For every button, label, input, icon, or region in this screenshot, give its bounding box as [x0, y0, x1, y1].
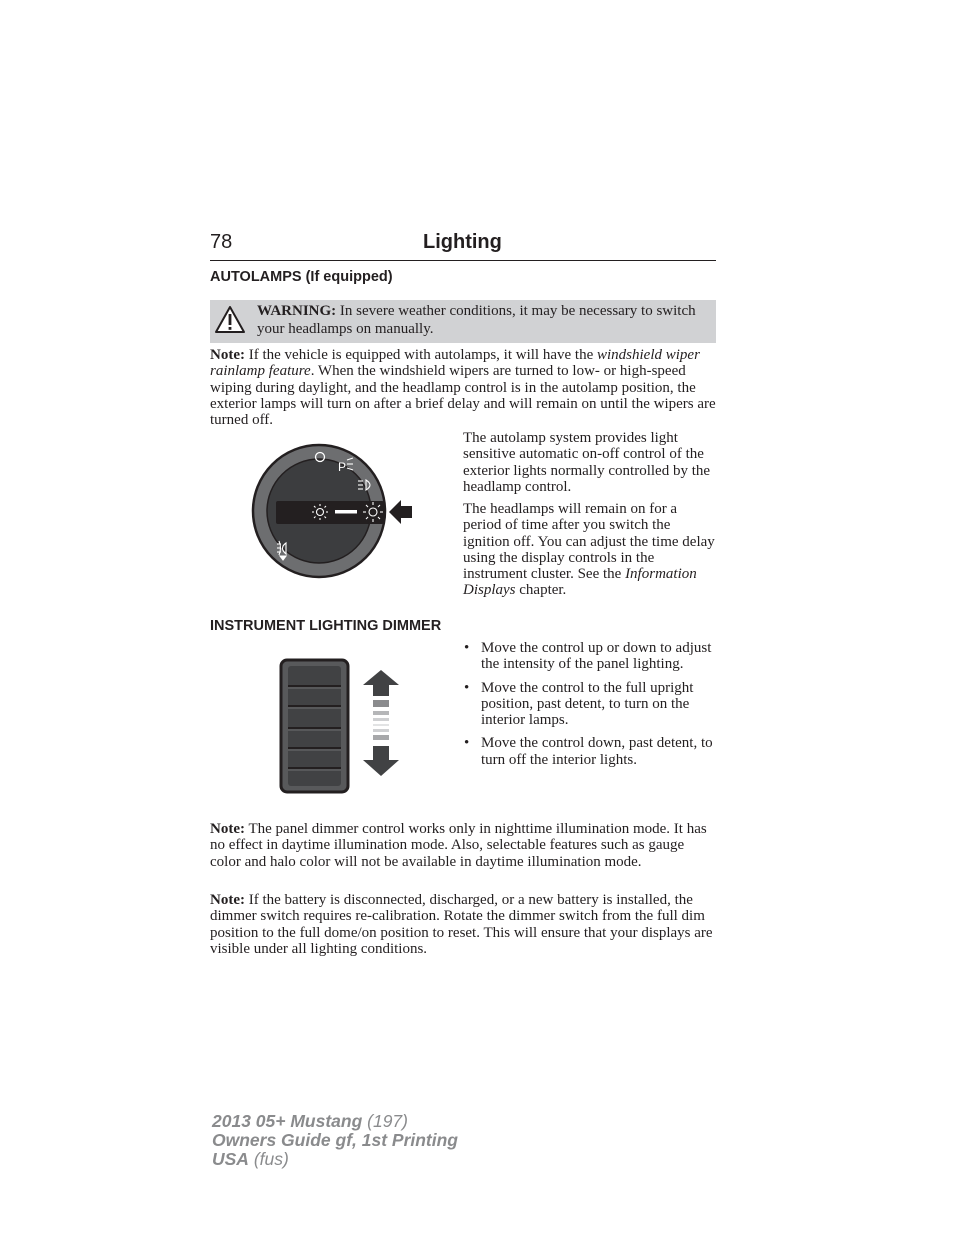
- dimmer-heading: INSTRUMENT LIGHTING DIMMER: [210, 618, 442, 634]
- warning-text: [257, 302, 709, 338]
- footer-market: USA: [212, 1149, 249, 1169]
- knob-indicator-line: [335, 510, 357, 514]
- arrow-left-icon: [389, 500, 412, 524]
- information-displays-reference: Information Displays: [463, 566, 697, 599]
- parking-symbol: P: [338, 460, 347, 474]
- dimmer-note: [210, 821, 716, 870]
- list-item: • Move the control down, past detent, to turn off the interior lights.: [463, 735, 716, 768]
- dimmer-control-illustration: [278, 658, 404, 794]
- note-label: Note:: [210, 821, 245, 837]
- footer-guide-line: Owners Guide gf, 1st Printing: [212, 1130, 458, 1150]
- footer-market-line: [212, 1150, 458, 1169]
- footer-model-code: (197): [362, 1111, 408, 1131]
- autolamp-note: [210, 347, 716, 428]
- footer-model-line: [212, 1112, 458, 1131]
- list-item: • Move the control up or down to adjust the intensity of the panel lighting.: [463, 640, 716, 673]
- note-text: The panel dimmer control works only in nighttime illumination mode. It has no effect in daytime illumination mode. Also, selectable features such as gauge color and halo color will not be available in daytime illumination mode.: [210, 821, 707, 870]
- footer-model: 2013 05+ Mustang: [212, 1111, 363, 1131]
- arrow-up-icon: [363, 670, 399, 696]
- note-text: . When the windshield wipers are turned to low- or high-speed wiping during daylight, and the headlamp control is in the autolamp position, the exterior lamps will turn on after a brief delay and will remain on until the wipers are turned off.: [210, 363, 716, 429]
- note-italic-term: windshield wiper rainlamp feature: [210, 347, 700, 380]
- autolamp-description: The autolamp system provides light sensitive automatic on-off control of the exterior lights normally controlled by the headlamp control.: [463, 430, 711, 495]
- headlamp-delay-description: [463, 501, 716, 599]
- page-header: [210, 228, 716, 261]
- headlamp-control-illustration: [250, 440, 418, 582]
- delay-text: chapter.: [515, 582, 567, 599]
- intensity-gradient-icon: [373, 700, 389, 740]
- warning-box: [210, 300, 716, 343]
- battery-note: [210, 892, 716, 957]
- note-label: Note:: [210, 347, 245, 363]
- page-number: 78: [210, 231, 233, 253]
- delay-text: The headlamps will remain on for a period of time after you switch the ignition off. You can adjust the time delay using the display controls in the instrument cluster. See the: [463, 501, 715, 583]
- dimmer-instructions-list: [463, 640, 716, 775]
- footer-market-code: (fus): [248, 1149, 289, 1169]
- note-label: Note:: [210, 892, 245, 908]
- warning-label: WARNING:: [257, 303, 337, 319]
- chapter-title: Lighting: [423, 231, 502, 253]
- autolamps-heading: AUTOLAMPS (If equipped): [210, 269, 393, 285]
- warning-triangle-icon: [214, 305, 246, 335]
- warning-body: In severe weather conditions, it may be necessary to switch your headlamps on manually.: [257, 303, 696, 337]
- arrow-down-icon: [363, 746, 399, 776]
- note-text: If the battery is disconnected, discharged, or a new battery is installed, the dimmer switch requires re-calibration. Rotate the dimmer switch from the full dim position to the full dome/on position to reset. This will ensure that your displays are visible under all lighting conditions.: [210, 892, 713, 957]
- note-text: If the vehicle is equipped with autolamps, it will have the: [244, 347, 597, 363]
- page-footer: [212, 1112, 458, 1169]
- list-item: • Move the control to the full upright position, past detent, to turn on the interior lamps.: [463, 680, 716, 729]
